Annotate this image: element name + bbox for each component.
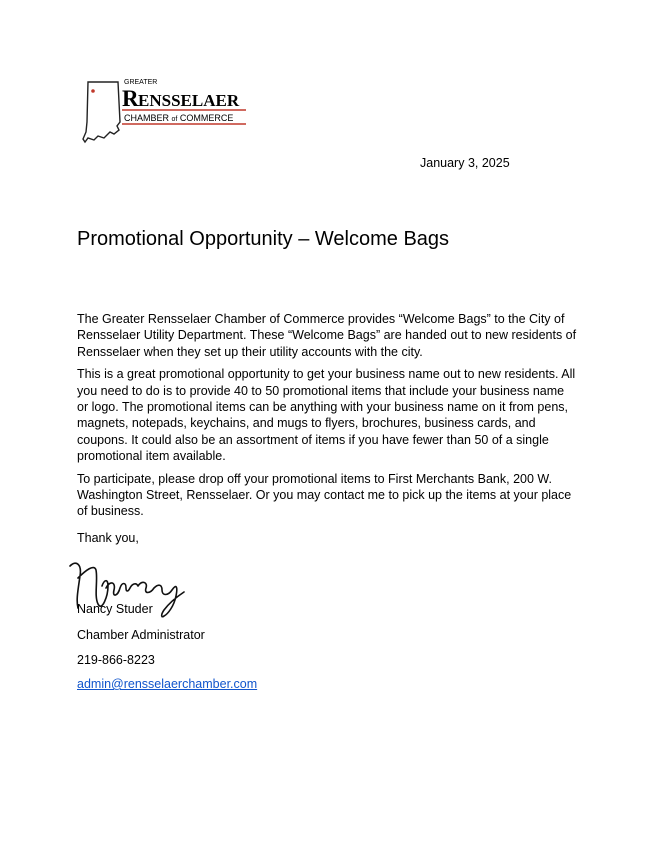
indiana-state-outline-icon <box>80 76 250 144</box>
logo-rensselaer: R <box>122 86 139 111</box>
logo-greater: GREATER <box>124 79 158 86</box>
letter-title: Promotional Opportunity – Welcome Bags <box>77 228 450 250</box>
phone-number: 219-866-8223 <box>77 653 155 667</box>
logo-chamber: CHAMBER of COMMERCE <box>124 113 234 123</box>
signer-name: Nancy Studer <box>77 602 153 616</box>
chamber-logo <box>80 76 250 144</box>
paragraph: To participate, please drop off your promotional items to First Merchants Bank, 200 W. Washington Street, Rensselaer. Or you may contact me to pick up the items at your place of business. <box>77 471 572 519</box>
location-dot <box>91 89 95 93</box>
closing: Thank you, <box>77 531 139 545</box>
email-link[interactable]: admin@rensselaerchamber.com <box>77 677 258 691</box>
paragraph: This is a great promotional opportunity to get your business name out to new residents. All you need to do is to provide 40 to 50 promotional items that include your business name or logo. The promotional items can be anything with your business name on it from pens, magnets, notepads, keychains, and mugs to flyers, brochures, business cards, and coupons. It could also be an assortment of items if you have fewer than 50 of a single promotional item available. <box>77 367 576 464</box>
signer-title: Chamber Administrator <box>77 628 205 642</box>
svg-text:ENSSELAER: ENSSELAER <box>138 91 240 110</box>
letter-date: January 3, 2025 <box>420 156 510 170</box>
paragraph: The Greater Rensselaer Chamber of Commerce provides “Welcome Bags” to the City of Rensselaer Utility Department. These “Welcome Bags” are handed out to new residents of Rensselaer when they set up their utility accounts with the city. <box>77 312 577 359</box>
letter-body <box>77 311 577 526</box>
